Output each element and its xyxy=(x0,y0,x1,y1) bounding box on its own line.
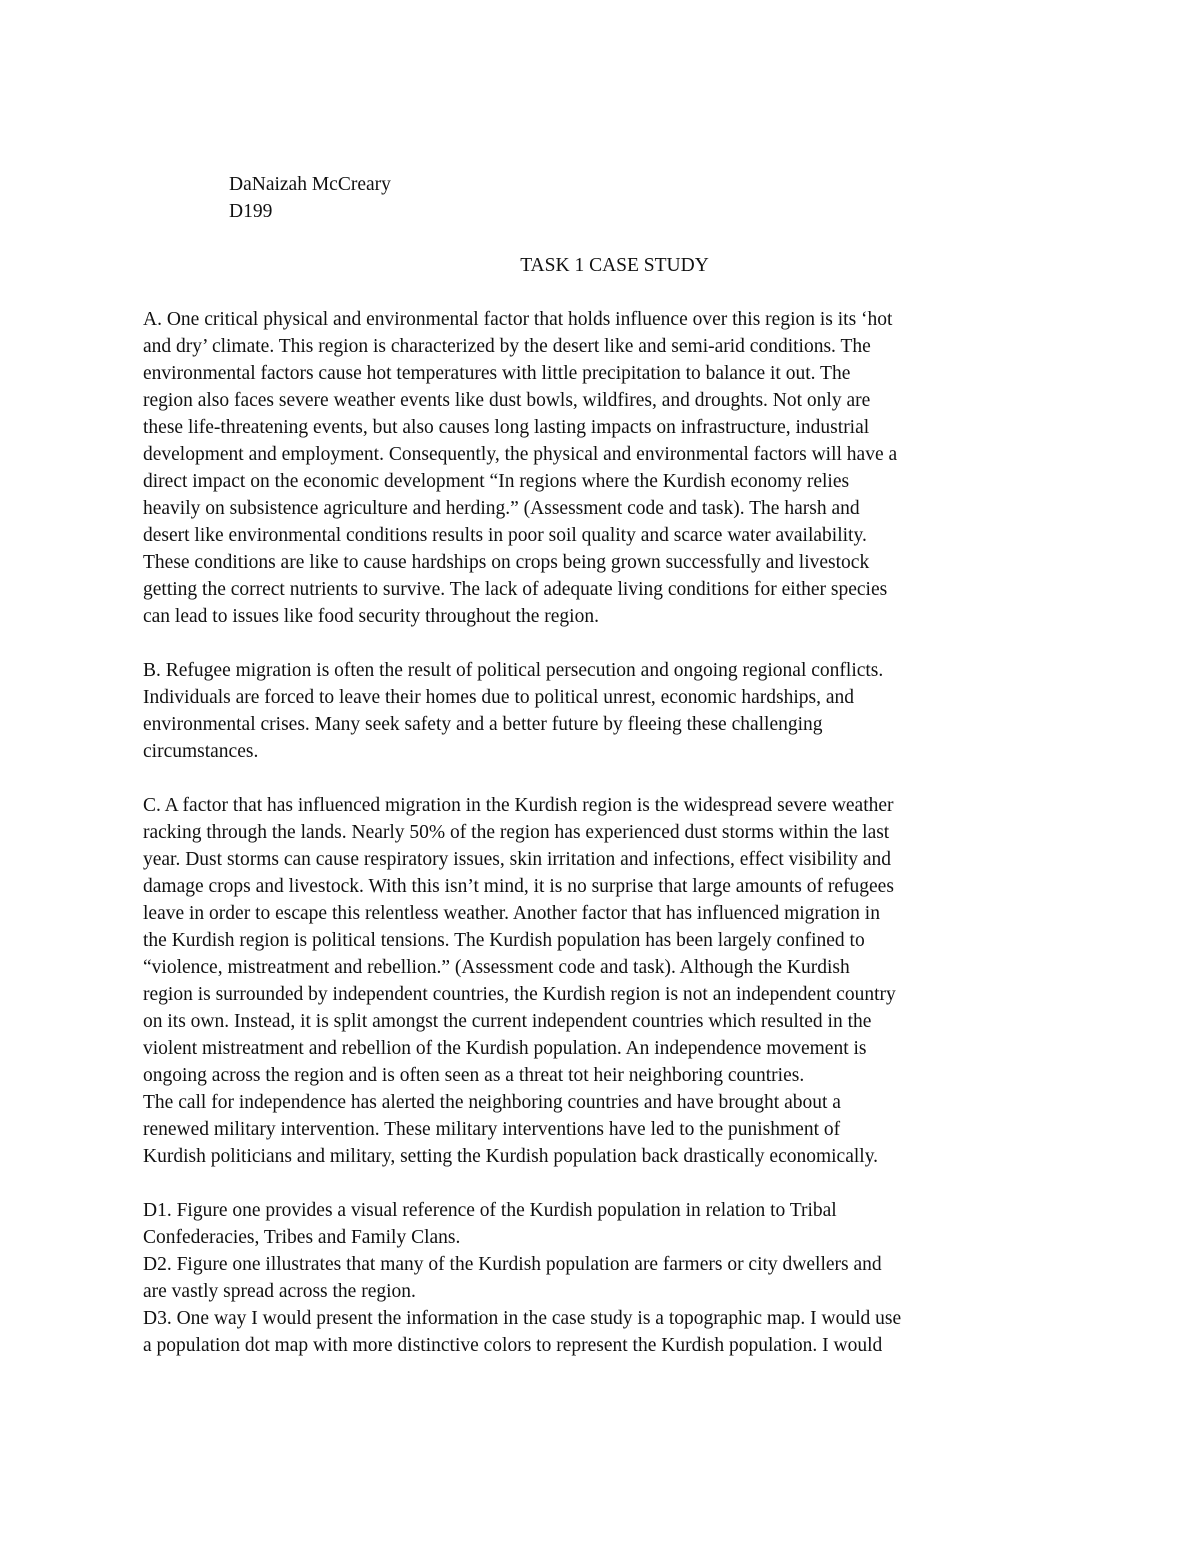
text-line: renewed military intervention. These military interventions have led to the punishment of xyxy=(143,1119,841,1140)
text-line: desert like environmental conditions results in poor soil quality and scarce water availability. xyxy=(143,525,867,546)
text-line: development and employment. Consequently, the physical and environmental factors will have a xyxy=(143,444,898,465)
text-line: These conditions are like to cause hardships on crops being grown successfully and livestock xyxy=(143,552,870,573)
paragraph-b xyxy=(143,657,1068,765)
text-line: the Kurdish region is political tensions. The Kurdish population has been largely confined to xyxy=(143,930,865,951)
text-line: “violence, mistreatment and rebellion.” (Assessment code and task). Although the Kurdish xyxy=(143,957,850,978)
text-line: D2. Figure one illustrates that many of the Kurdish population are farmers or city dwellers and xyxy=(143,1254,882,1275)
text-line: C. A factor that has influenced migration in the Kurdish region is the widespread severe weather xyxy=(143,795,894,816)
text-line: are vastly spread across the region. xyxy=(143,1281,416,1302)
document-title: TASK 1 CASE STUDY xyxy=(520,255,709,276)
text-line: region also faces severe weather events like dust bowls, wildfires, and droughts. Not only are xyxy=(143,390,871,411)
text-line: leave in order to escape this relentless weather. Another factor that has influenced migration in xyxy=(143,903,880,924)
text-line: getting the correct nutrients to survive. The lack of adequate living conditions for either species xyxy=(143,579,888,600)
text-line: violent mistreatment and rebellion of the Kurdish population. An independence movement is xyxy=(143,1038,867,1059)
text-line: Kurdish politicians and military, setting the Kurdish population back drastically economically. xyxy=(143,1146,879,1167)
text-line: a population dot map with more distinctive colors to represent the Kurdish population. I would xyxy=(143,1335,883,1356)
paragraph-d xyxy=(143,1197,1068,1359)
text-line: region is surrounded by independent countries, the Kurdish region is not an independent country xyxy=(143,984,896,1005)
text-line: on its own. Instead, it is split amongst the current independent countries which resulted in the xyxy=(143,1011,872,1032)
text-line: environmental factors cause hot temperatures with little precipitation to balance it out. The xyxy=(143,363,851,384)
paragraph-c xyxy=(143,792,1068,1170)
text-line: can lead to issues like food security throughout the region. xyxy=(143,606,599,627)
text-line: racking through the lands. Nearly 50% of the region has experienced dust storms within the last xyxy=(143,822,890,843)
text-line: B. Refugee migration is often the result of political persecution and ongoing regional conflicts. xyxy=(143,660,884,681)
text-line: damage crops and livestock. With this isn’t mind, it is no surprise that large amounts of refugees xyxy=(143,876,894,897)
text-line: these life-threatening events, but also causes long lasting impacts on infrastructure, industrial xyxy=(143,417,870,438)
text-line: ongoing across the region and is often seen as a threat tot heir neighboring countries. xyxy=(143,1065,805,1086)
text-line: year. Dust storms can cause respiratory issues, skin irritation and infections, effect visibility and xyxy=(143,849,892,870)
text-line: circumstances. xyxy=(143,741,259,762)
text-line: heavily on subsistence agriculture and herding.” (Assessment code and task). The harsh and xyxy=(143,498,860,519)
author-name: DaNaizah McCreary xyxy=(229,174,391,195)
text-line: and dry’ climate. This region is characterized by the desert like and semi-arid conditions. The xyxy=(143,336,871,357)
text-line: D3. One way I would present the information in the case study is a topographic map. I would use xyxy=(143,1308,902,1329)
text-line: Confederacies, Tribes and Family Clans. xyxy=(143,1227,461,1248)
text-line: A. One critical physical and environmental factor that holds influence over this region is its ‘hot xyxy=(143,309,893,330)
text-line: direct impact on the economic development “In regions where the Kurdish economy relies xyxy=(143,471,850,492)
text-line: The call for independence has alerted the neighboring countries and have brought about a xyxy=(143,1092,841,1113)
text-line: Individuals are forced to leave their homes due to political unrest, economic hardships, and xyxy=(143,687,854,708)
paragraph-a xyxy=(143,306,1068,630)
text-line: D1. Figure one provides a visual reference of the Kurdish population in relation to Tribal xyxy=(143,1200,837,1221)
document-body xyxy=(143,171,1068,1359)
course-code: D199 xyxy=(229,201,273,222)
text-line: environmental crises. Many seek safety and a better future by fleeing these challenging xyxy=(143,714,823,735)
